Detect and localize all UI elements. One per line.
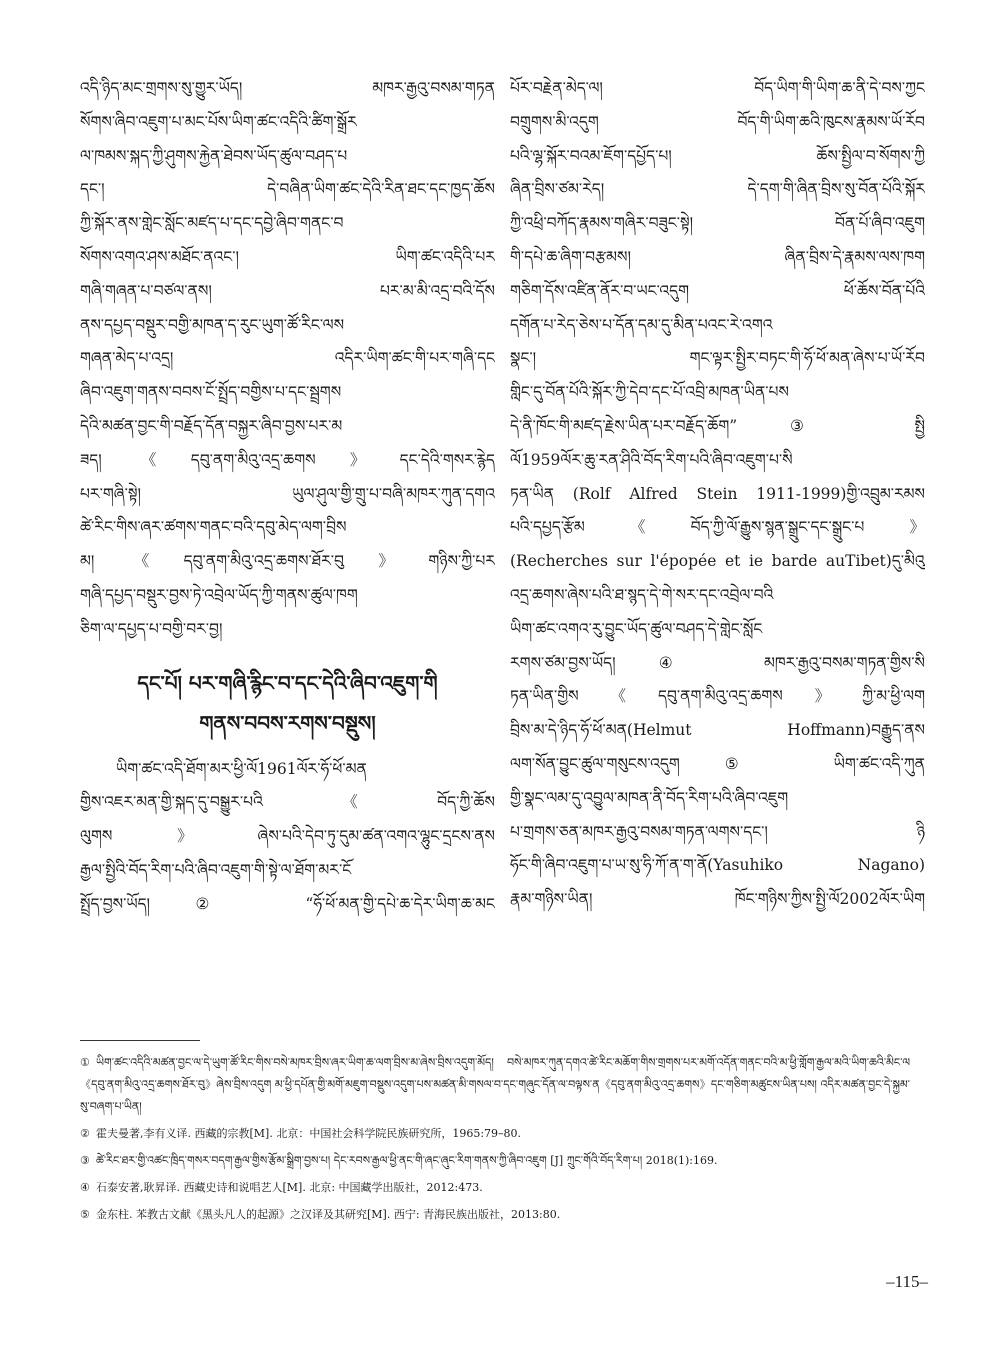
text-line: འདྲ་ཆགས་ཞེས་པའི་ཐ་སྙད་དེ་གེ་སར་དང་འབྲེལ་བའི — [510, 585, 774, 604]
text-line: དེ་ནི་ཁོང་གི་མཛད་རྗེས་ཡིན་པར་བརྗོད་ཆོག”③ སྤྱི — [510, 416, 925, 435]
footnote-number: ⑤ — [80, 1208, 90, 1221]
text-line: ཏན་ཡིན (Rolf Alfred Stein 1911-1999)གྱི་འབྲུམ་རམས — [510, 484, 925, 503]
text-line: ལུགས》ཞེས་པའི་དེབ་ཏུ་དུམ་ཚན་འགའ་ལྷུང་དྲངས་ནས — [80, 827, 495, 846]
text-line: ལོ1959ལོར་ཆུ་རན་ཤིའི་བོད་རིག་པའི་ཞིབ་འཇུག་པ་སི — [510, 450, 793, 469]
footnote — [80, 1204, 910, 1226]
text-line: ཀྱི་སྐོར་ནས་གླེང་སློང་མཛད་པ་དང་དབྱེ་ཞིབ་གནང་བ — [80, 214, 344, 233]
text-line: ཅིག་ལ་དཔྱད་པ་བགྱི་བར་བྱ། — [80, 619, 223, 638]
text-line: འདི་ཉིད་མང་གྲགས་སུ་གྱུར་ཡོད། མཁར་རྒྱའུ་བསམ་གཏན — [80, 79, 495, 97]
footnote-number: ② — [80, 1127, 90, 1140]
text-line: པའི་དཔྱད་རྩོམ《བོད་ཀྱི་ལོ་རྒྱུས་སྙན་སྒྲུང་དང་སྒྲུང་པ》 — [510, 518, 925, 537]
text-line: དེའི་མཚན་བྱང་གི་བརྗོད་དོན་བསྐྱར་ཞིབ་བྱས་པར་མ — [80, 416, 343, 435]
text-line: གྱིས་འཇར་མན་གྱི་སྐད་དུ་བསྒྱུར་པའི《བོད་ཀྱི་ཆོས — [80, 793, 495, 812]
footnote-text: ཡིག་ཚང་འདིའི་མཚན་བྱང་ལ་དེ་ཡུག་ཚོ་རིང་གིས་བསེ་མཁར་བྲིས་ཞར་ཡིག་ཆ་ལག་བྲིས་མ་ཞེས་བྲིས་འདུག་མོད། བསེ་མཁར་ཀུན་དགའ་ཚེ་རིང་མཆོག་གིས་གྲགས་པར་མགོ་འདོན་གནང་བའི་མ་ཕྱི་གློག་རྒྱལ་མའི་ཡིག་ཆའི་མིང་ལ《དབུ་ནག་མིའུ་འདྲ་ཆགས་ཐོར་བུ》ཞེས་བྲིས་འདུག མ་ཕྱི་དཔོན་གྱི་མགོ་མཇུག་བསྡུས་འདུག་པས་མཚན་མི་གསལ་བ་དང་གཞུང་དོན་ལ་བལྟས་ན《དབུ་ནག་མིའུ་འདྲ་ཆགས》དང་གཅིག་མཚུངས་ཡིན་པས། འདིར་མཚན་བྱང་དེ་སྐྱམ་སུ་བཞག་པ་ཡིན། — [80, 1056, 910, 1113]
text-line: དགོན་པ་རེད་ཅེས་པ་དོན་དམ་དུ་མིན་པའང་རེ་འགའ — [510, 315, 773, 334]
text-line: པའི་ལྷ་སྐོར་བའམ་ཇོག་དཔྱོད་པ། ཆོས་སྤྱིལ་བ་སོགས་ཀྱི — [510, 146, 925, 165]
footnote-divider — [80, 1040, 200, 1041]
text-line: མ། 《དབུ་ནག་མིའུ་འདྲ་ཆགས་ཐོར་བུ》གཉིས་ཀྱི་པར — [80, 552, 495, 571]
text-line: པ་གྲགས་ཅན་མཁར་རྒྱའུ་བསམ་གཏན་ལགས་དང་། ཉི — [510, 822, 925, 841]
footnotes — [80, 1052, 910, 1231]
text-line: གཞི་གཞན་པ་བཙལ་ནས། པར་མ་མི་འདྲ་བའི་དོས — [80, 281, 495, 300]
footnote-text: 霍夫曼著,李有义译. 西藏的宗教[M]. 北京：中国社会科学院民族研究所，1965:79–80. — [96, 1127, 522, 1140]
text-line: སྤྲོད་བྱས་ཡོད།② “ཧོ་ཕོ་མན་གྱི་དཔེ་ཆ་དེར་ཡིག་ཆ་མང — [80, 894, 495, 913]
right-column — [510, 72, 925, 917]
footnote — [80, 1052, 910, 1118]
text-line: སོགས་འགའ་ཤས་མཐོང་ནའང་། ཡིག་ཚང་འདིའི་པར — [80, 247, 495, 266]
text-line: གི་དཔེ་ཆ་ཞིག་བརྩམས། ཞིན་བྲིས་དེ་རྣམས་ལས་ཁག — [510, 247, 925, 266]
text-line: ལག་སོན་བྱུང་ཚུལ་གསུངས་འདུག⑤ ཡིག་ཚང་འདི་ཀུན — [510, 754, 925, 773]
paragraph-section-one — [80, 753, 495, 922]
text-line: གཞན་མེད་པ་འདྲ། འདིར་ཡིག་ཚང་གི་པར་གཞི་དང — [80, 349, 495, 368]
footnote — [80, 1177, 910, 1199]
text-line: གླིང་དུ་བོན་པོའི་སྐོར་ཀྱི་དེབ་དང་པོ་འབྲི་མཁན་ཡིན་པས — [510, 383, 789, 402]
footnote-number: ③ — [80, 1154, 90, 1167]
text-line: ཞིན་བྲིས་ཙམ་རེད། དེ་དག་གི་ཞིན་བྲིས་སུ་བོན་པོའི་སྐོར — [510, 180, 925, 199]
footnote-text: 石泰安著,耿昇译. 西藏史诗和说唱艺人[M]. 北京: 中国藏学出版社，2012:473. — [96, 1181, 483, 1194]
text-line: སོགས་ཞིབ་འཇུག་པ་མང་པོས་ཡིག་ཚང་འདིའི་ཚིག་སྒྲོར — [80, 112, 357, 131]
text-line: གཞི་དཔྱད་བསྡུར་བྱས་ཏེ་འབྲེལ་ཡོད་ཀྱི་གནས་ཚུལ་ཁག — [80, 585, 358, 604]
text-line: (Recherches sur l'épopée et ie barde auTibet)དུ་མིའུ — [510, 552, 925, 571]
text-line: གཅིག་དོས་འཛིན་ནོར་བ་ཡང་འདུག ཕོ་ཆོས་བོན་པོའི — [510, 281, 925, 300]
footnote — [80, 1150, 910, 1172]
footnote-text: 金东柱. 苯教古文献《黑头凡人的起源》之汉译及其研究[M]. 西宁: 青海民族出版社，2013:80. — [96, 1208, 561, 1221]
text-line: རྒྱལ་སྤྱིའི་བོད་རིག་པའི་ཞིབ་འཇུག་གི་སྟེ་ལ་ཐོག་མར་ངོ — [80, 860, 352, 879]
text-line: གྱི་སྣང་ལམ་དུ་འབྱུལ་མཁན་ནི་བོད་རིག་པའི་ཞིབ་འཇུག — [510, 788, 789, 807]
text-line: དང་། དེ་བཞིན་ཡིག་ཚང་དེའི་རིན་ཐང་དང་ཁྱད་ཆོས — [80, 180, 495, 199]
footnote — [80, 1123, 910, 1145]
left-column — [80, 72, 495, 922]
section-heading — [80, 663, 495, 743]
text-line: ཀྱི་འཕྲི་བཀོད་རྣམས་གཞིར་བཟུང་སྟེ། བོན་པོ་ཞིབ་འཇུག — [510, 214, 925, 233]
text-line: ཡིག་ཚང་འགའ་རུ་བྱུང་ཡོད་ཚུལ་བཤད་དེ་གླེང་སློང — [510, 619, 763, 638]
text-line: པར་གཞི་སྟེ། ཡུལ་ཤུལ་གྱི་གྲུ་པ་བཞི་མཁར་ཀུན་དགའ — [80, 484, 495, 503]
text-line: ཚེ་རིང་གིས་ཞར་ཚགས་གནང་བའི་དབུ་མེད་ལག་བྲིས — [80, 518, 347, 537]
text-line: ཧོང་གི་ཞིབ་འཇུག་པ་ཡ་སུ་ཧི་ཀོ་ན་ག་ནོ(Yasuhiko Nagano) — [510, 856, 925, 875]
text-line: ཞིབ་འཇུག་གནས་བབས་ངོ་སྤྲོད་བགྱིས་པ་དང་སྦྲགས — [80, 383, 342, 402]
text-line: རགས་ཙམ་བྱས་ཡོད།④ མཁར་རྒྱའུ་བསམ་གཏན་གྱིས་སི — [510, 653, 925, 672]
text-line: ལ་ཁམས་སྐད་ཀྱི་ཤུགས་རྐྱེན་ཐེབས་ཡོད་ཚུལ་བཤད་པ — [80, 146, 348, 165]
page-number: –115– — [886, 1272, 928, 1291]
text-line: ཡིག་ཚང་འདི་ཐོག་མར་ཕྱི་ལོ1961ལོར་ཧོ་ཕོ་མན — [116, 759, 367, 778]
section-heading-line: གནས་བབས་རགས་བསྡུས། — [199, 710, 376, 735]
text-line: བྲིས་མ་དེ་ཉིད་ཧོ་ཕོ་མན(Helmut Hoffmann)བརྒྱུད་ནས — [510, 721, 925, 740]
text-line: བགྲུགས་མི་འདུག བོད་གི་ཡིག་ཆའི་ཁུངས་རྣམས་ཡོ་རོབ — [510, 112, 925, 131]
text-line: ནས་དཔྱད་བསྡུར་བགྱི་མཁན་ད་རུང་ཡུག་ཚོ་རིང་ལས — [80, 315, 345, 334]
text-line: ཏན་ཡིན་གྱིས《དབུ་ནག་མིའུ་འདྲ་ཆགས》ཀྱི་མ་ཕྱི་ལག — [510, 687, 925, 706]
footnote-text: ཚེ་རིང་ཐར་གྱི་འཚང་ཁྲིད་གསར་བདག་རྒྱལ་གྱིས་རྩོམ་སྒྲིག་བྱས་པ། དེང་རབས་རྒྱལ་ཕྱི་ནང་གི་ཞང་ཞུང་རིག་གནས་ཀྱི་ཞིབ་འཇུག [J] ཀྲུང་གོའི་བོད་རིག་པ། 2018(1):169. — [96, 1154, 718, 1167]
text-line: སྣང་། གང་ལྟར་སྤྱིར་བཏང་གི་ཧོ་ཕོ་མན་ཞེས་པ་ཡོ་རོབ — [510, 349, 925, 368]
text-line: ཟད། 《དབུ་ནག་མིའུ་འདྲ་ཆགས》དང་དེའི་གསར་རྙེད — [80, 450, 495, 469]
footnote-number: ④ — [80, 1181, 90, 1194]
text-line: པོར་བརྗེན་མེད་ལ། བོད་ཡིག་གི་ཡིག་ཆ་ནི་དེ་བས་ཀྱང — [510, 79, 925, 97]
paragraph-intro — [80, 72, 495, 647]
text-line: རྣམ་གཉིས་ཡིན། ཁོང་གཉིས་ཀྱིས་སྤྱི་ལོ2002ལོར་ཡིག — [510, 890, 925, 909]
section-heading-line: དང་པོ། པར་གཞི་རྙིང་བ་དང་དེའི་ཞིབ་འཇུག་གི — [137, 670, 438, 695]
footnote-number: ① — [80, 1056, 90, 1069]
